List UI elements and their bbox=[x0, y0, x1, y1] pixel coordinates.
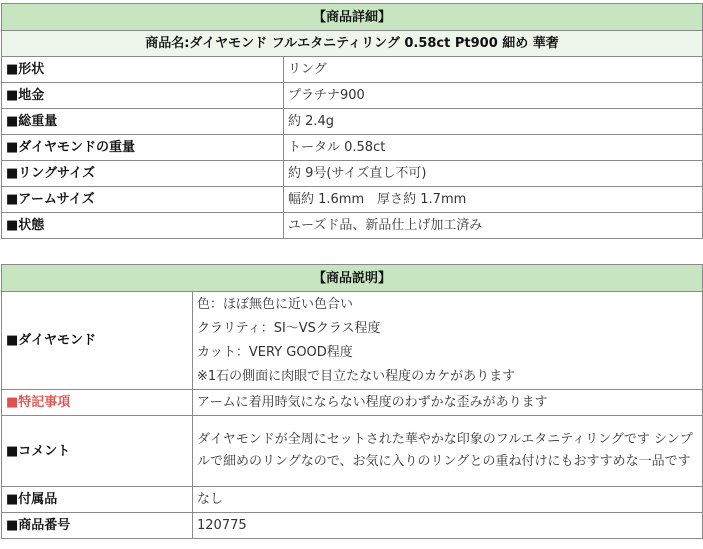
detail-label: ■リングサイズ bbox=[2, 161, 284, 187]
detail-row bbox=[2, 135, 703, 161]
accessories-label: ■付属品 bbox=[2, 487, 193, 513]
detail-label: ■総重量 bbox=[2, 109, 284, 135]
detail-row bbox=[2, 161, 703, 187]
notes-label: ■特記事項 bbox=[2, 390, 193, 416]
accessories-value: なし bbox=[193, 487, 703, 513]
diamond-note: ※1石の側面に肉眼で目立たない程度のカケがあります bbox=[197, 368, 516, 384]
detail-label: ■ダイヤモンドの重量 bbox=[2, 135, 284, 161]
detail-row bbox=[2, 83, 703, 109]
diamond-info bbox=[193, 292, 703, 390]
detail-row bbox=[2, 213, 703, 239]
diamond-cut: カット：VERY GOOD程度 bbox=[197, 344, 353, 360]
detail-value: プラチナ900 bbox=[284, 83, 703, 109]
product-description-table bbox=[1, 264, 703, 539]
detail-row bbox=[2, 57, 703, 83]
description-header: 【商品説明】 bbox=[2, 265, 703, 292]
detail-label: ■地金 bbox=[2, 83, 284, 109]
detail-header: 【商品詳細】 bbox=[2, 4, 703, 31]
diamond-color: 色：ほぼ無色に近い色合い bbox=[197, 296, 354, 312]
detail-value: トータル 0.58ct bbox=[284, 135, 703, 161]
detail-label: ■形状 bbox=[2, 57, 284, 83]
notes-value: アームに着用時気にならない程度のわずかな歪みがあります bbox=[193, 390, 703, 416]
detail-row bbox=[2, 109, 703, 135]
diamond-label: ■ダイヤモンド bbox=[2, 292, 193, 390]
product-number-label: ■商品番号 bbox=[2, 513, 193, 539]
product-name: 商品名:ダイヤモンド フルエタニティリング 0.58ct Pt900 細め 華奢 bbox=[2, 31, 703, 57]
detail-value: 幅約 1.6mm 厚さ約 1.7mm bbox=[284, 187, 703, 213]
product-number-value: 120775 bbox=[193, 513, 703, 539]
comment-value: ダイヤモンドが全周にセットされた華やかな印象のフルエタニティリングです シンプルで細めのリングなので、お気に入りのリングとの重ね付けにもおすすめな一品です bbox=[193, 416, 703, 487]
detail-value: 約 9号(サイズ直し不可) bbox=[284, 161, 703, 187]
comment-label: ■コメント bbox=[2, 416, 193, 487]
diamond-clarity: クラリティ：SI～VSクラス程度 bbox=[197, 320, 381, 336]
detail-row bbox=[2, 187, 703, 213]
detail-label: ■アームサイズ bbox=[2, 187, 284, 213]
detail-value: 約 2.4g bbox=[284, 109, 703, 135]
detail-value: ユーズド品、新品仕上げ加工済み bbox=[284, 213, 703, 239]
product-detail-table bbox=[1, 3, 703, 239]
detail-value: リング bbox=[284, 57, 703, 83]
detail-label: ■状態 bbox=[2, 213, 284, 239]
